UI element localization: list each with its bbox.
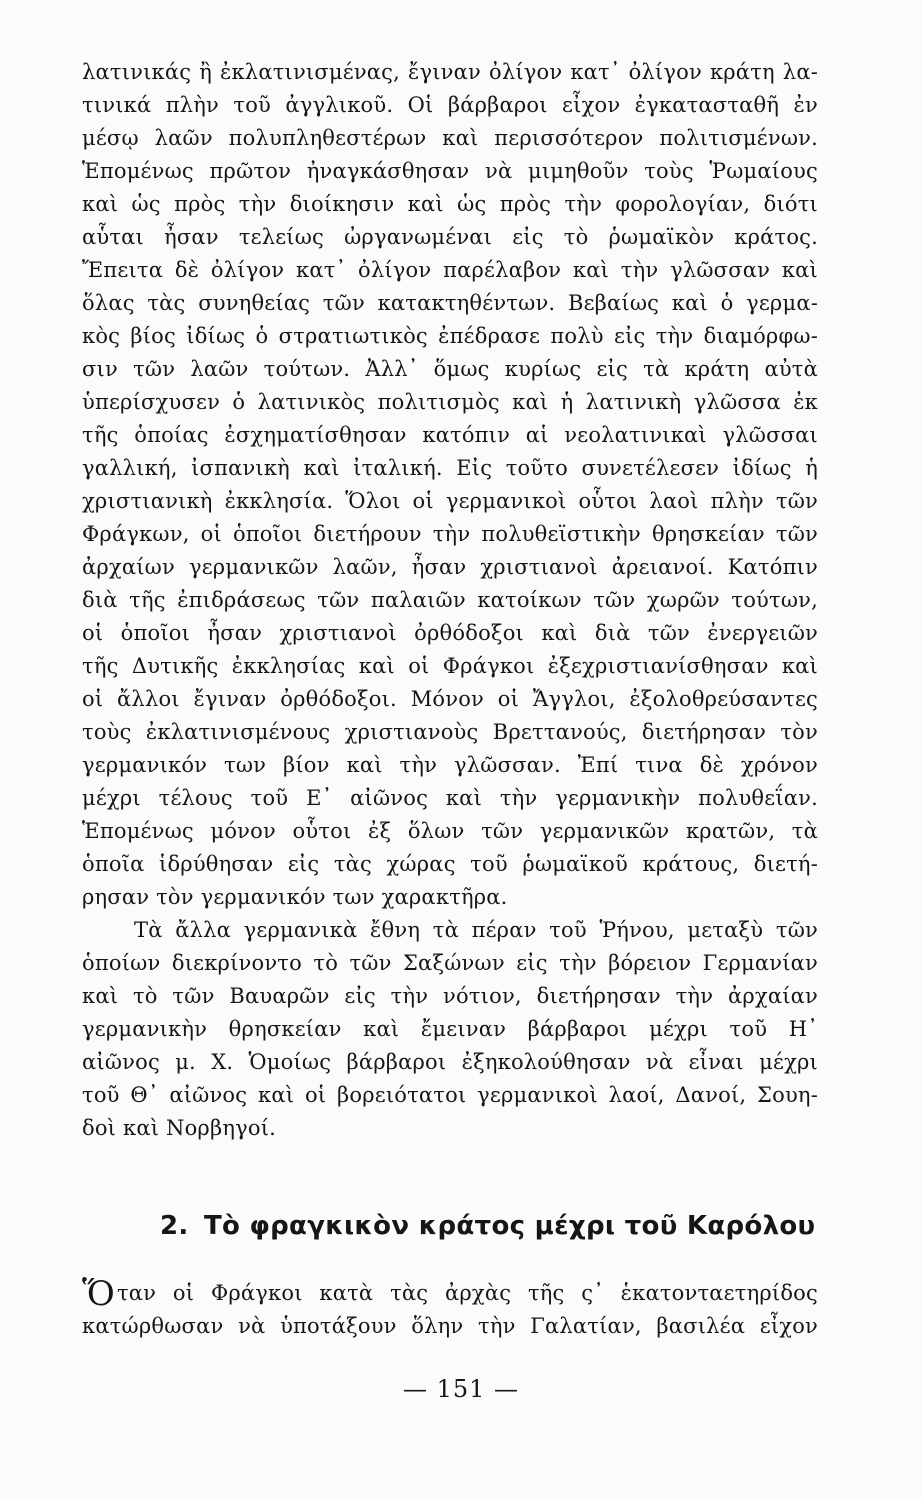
body-line: αἰῶνος μ. Χ. Ὁμοίως βάρβαροι ἐξηκολούθησαν νὰ εἶναι μέχρι — [82, 1050, 818, 1074]
body-line: ρησαν τὸν γερμανικόν των χαρακτῆρα. — [82, 885, 508, 909]
body-line: Ἔπειτα δὲ ὀλίγον κατ᾿ ὀλίγον παρέλαβον καὶ τὴν γλῶσσαν καὶ — [82, 258, 818, 282]
body-line: ὁποίων διεκρίνοντο τὸ τῶν Σαξώνων εἰς τὴν βόρειον Γερμανίαν — [82, 951, 818, 975]
body-line: γερμανικὴν θρησκείαν καὶ ἔμειναν βάρβαροι μέχρι τοῦ Η᾿ — [82, 1017, 818, 1041]
body-line: ὅλας τὰς συνηθείας τῶν κατακτηθέντων. Βεβαίως καὶ ὁ γερμα- — [82, 291, 818, 315]
opening-line — [82, 1274, 818, 1314]
body-line: οἱ ἄλλοι ἔγιναν ὀρθόδοξοι. Μόνον οἱ Ἄγγλοι, ἐξολοθρεύσαντες — [82, 687, 818, 711]
section-number: 2. — [160, 1211, 189, 1241]
body-line: τινικά πλὴν τοῦ ἀγγλικοῦ. Οἱ βάρβαροι εἶχον ἐγκατασταθῆ ἐν — [82, 93, 818, 117]
body-line: Ἑπομένως πρῶτον ἠναγκάσθησαν νὰ μιμηθοῦν τοὺς Ῥωμαίους — [82, 159, 818, 183]
body-line: τοῦ Θ᾿ αἰῶνος καὶ οἱ βορειότατοι γερμανικοὶ λαοί, Δανοί, Σουη- — [82, 1083, 818, 1107]
body-line: γαλλική, ἰσπανικὴ καὶ ἰταλική. Εἰς τοῦτο συνετέλεσεν ἰδίως ἡ — [82, 456, 818, 480]
body-line: Ἑπομένως μόνον οὗτοι ἐξ ὅλων τῶν γερμανικῶν κρατῶν, τὰ — [82, 819, 818, 843]
body-line: τῆς ὁποίας ἐσχηματίσθησαν κατόπιν αἱ νεολατινικαὶ γλῶσσαι — [82, 423, 818, 447]
body-line: ὑπερίσχυσεν ὁ λατινικὸς πολιτισμὸς καὶ ἡ λατινικὴ γλῶσσα ἐκ — [82, 390, 818, 414]
body-line: οἱ ὁποῖοι ἦσαν χριστιανοὶ ὀρθόδοξοι καὶ διὰ τῶν ἐνεργειῶν — [82, 621, 818, 645]
body-line: καὶ ὡς πρὸς τὴν διοίκησιν καὶ ὡς πρὸς τὴν φορολογίαν, διότι — [82, 192, 818, 216]
section-title: Τὸ φραγκικὸν κράτος μέχρι τοῦ Καρόλου — [203, 1211, 816, 1241]
body-line: σιν τῶν λαῶν τούτων. Ἀλλ᾿ ὅμως κυρίως εἰς τὰ κράτη αὐτὰ — [82, 357, 818, 381]
body-line: κὸς βίος ἰδίως ὁ στρατιωτικὸς ἐπέδρασε πολὺ εἰς τὴν διαμόρφω- — [82, 324, 818, 348]
body-line: γερμανικόν των βίον καὶ τὴν γλῶσσαν. Ἐπί τινα δὲ χρόνον — [82, 753, 818, 777]
body-line: καὶ τὸ τῶν Βαυαρῶν εἰς τὴν νότιον, διετήρησαν τὴν ἀρχαίαν — [82, 984, 818, 1008]
page-number: — 151 — — [402, 1375, 520, 1403]
body-line: Φράγκων, οἱ ὁποῖοι διετήρουν τὴν πολυθεϊστικὴν θρησκείαν τῶν — [82, 522, 818, 546]
body-line: μέχρι τέλους τοῦ Ε᾿ αἰῶνος καὶ τὴν γερμανικὴν πολυθεΐαν. — [82, 786, 818, 810]
body-line: δοὶ καὶ Νορβηγοί. — [82, 1116, 276, 1140]
drop-cap: Ὅ — [82, 1274, 115, 1314]
body-line: αὗται ἦσαν τελείως ὠργανωμέναι εἰς τὸ ῥωμαϊκὸν κράτος. — [82, 225, 818, 249]
body-line: κατώρθωσαν νὰ ὑποτάξουν ὅλην τὴν Γαλατίαν, βασιλέα εἶχον — [82, 1314, 818, 1338]
body-line: ὁποῖα ἱδρύθησαν εἰς τὰς χώρας τοῦ ῥωμαϊκοῦ κράτους, διετή- — [82, 852, 818, 876]
body-line: τῆς Δυτικῆς ἐκκλησίας καὶ οἱ Φράγκοι ἐξεχριστιανίσθησαν καὶ — [82, 654, 818, 678]
section-heading — [160, 1211, 815, 1241]
body-line: μέσῳ λαῶν πολυπληθεστέρων καὶ περισσότερον πολιτισμένων. — [82, 126, 818, 150]
body-line: ἀρχαίων γερμανικῶν λαῶν, ἦσαν χριστιανοὶ ἀρειανοί. Κατόπιν — [82, 555, 818, 579]
opening-line-text: ταν οἱ Φράγκοι κατὰ τὰς ἀρχὰς τῆς ς᾿ ἑκατονταετηρίδος — [116, 1281, 818, 1305]
body-line: χριστιανικὴ ἐκκλησία. Ὅλοι οἱ γερμανικοὶ οὗτοι λαοὶ πλὴν τῶν — [82, 489, 818, 513]
body-line: τοὺς ἐκλατινισμένους χριστιανοὺς Βρεττανούς, διετήρησαν τὸν — [82, 720, 818, 744]
body-line: Τὰ ἄλλα γερμανικὰ ἔθνη τὰ πέραν τοῦ Ῥήνου, μεταξὺ τῶν — [134, 918, 818, 942]
body-line: διὰ τῆς ἐπιδράσεως τῶν παλαιῶν κατοίκων τῶν χωρῶν τούτων, — [82, 588, 818, 612]
body-line: λατινικάς ἢ ἐκλατινισμένας, ἔγιναν ὀλίγον κατ᾿ ὀλίγον κράτη λα- — [82, 60, 818, 84]
